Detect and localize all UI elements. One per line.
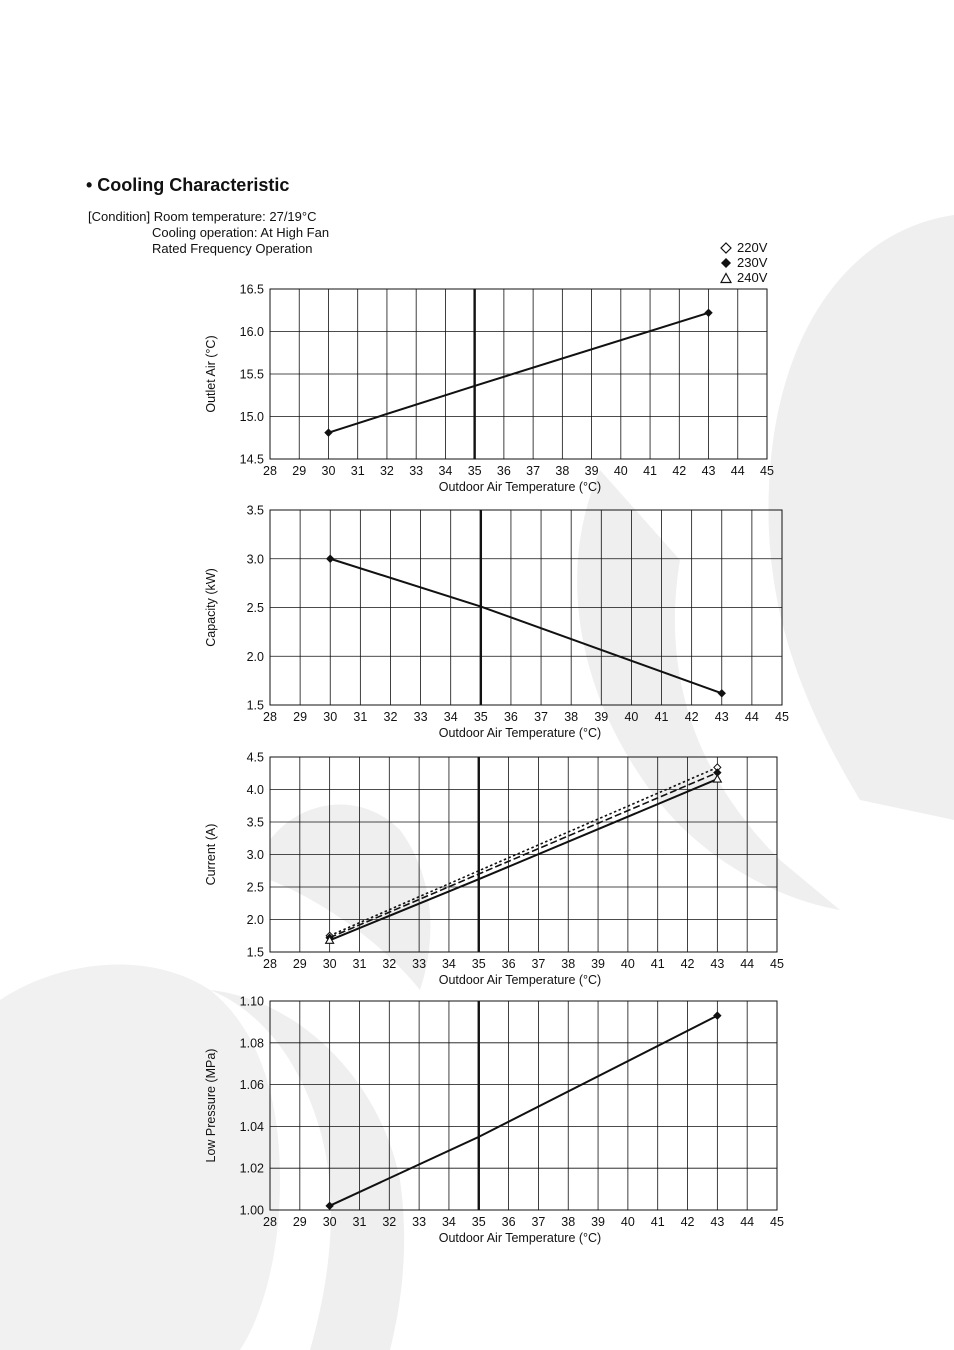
x-tick-label: 31 bbox=[352, 1215, 367, 1229]
x-tick-label: 29 bbox=[292, 957, 307, 971]
x-axis-label: Outdoor Air Temperature (°C) bbox=[438, 973, 602, 987]
x-tick-label: 38 bbox=[564, 710, 579, 724]
y-axis-label: Capacity (kW) bbox=[204, 568, 218, 647]
x-tick-label: 28 bbox=[263, 1215, 277, 1229]
x-tick-label: 36 bbox=[501, 1215, 516, 1229]
x-tick-label: 35 bbox=[473, 710, 488, 724]
y-axis-label: Low Pressure (MPa) bbox=[204, 1048, 218, 1163]
x-tick-label: 33 bbox=[412, 957, 427, 971]
legend-label: 240V bbox=[737, 270, 768, 285]
x-tick-label: 43 bbox=[710, 1215, 725, 1229]
x-tick-label: 39 bbox=[594, 710, 609, 724]
x-axis-label: Outdoor Air Temperature (°C) bbox=[438, 726, 602, 740]
y-tick-label: 1.04 bbox=[239, 1119, 264, 1134]
x-tick-label: 42 bbox=[684, 710, 699, 724]
y-tick-label: 3.5 bbox=[246, 503, 264, 518]
series-line bbox=[330, 559, 722, 694]
x-tick-label: 43 bbox=[710, 957, 725, 971]
x-tick-label: 30 bbox=[322, 957, 337, 971]
y-tick-label: 2.5 bbox=[246, 601, 264, 615]
y-tick-label: 14.5 bbox=[239, 452, 264, 467]
x-tick-label: 31 bbox=[353, 710, 368, 724]
x-tick-label: 32 bbox=[383, 710, 398, 724]
x-tick-label: 28 bbox=[263, 464, 277, 478]
x-tick-label: 37 bbox=[526, 464, 541, 478]
x-tick-label: 40 bbox=[624, 710, 639, 724]
y-tick-label: 1.10 bbox=[239, 994, 264, 1009]
y-tick-label: 1.5 bbox=[246, 945, 264, 960]
x-tick-label: 39 bbox=[591, 957, 606, 971]
x-tick-label: 34 bbox=[441, 1215, 456, 1229]
x-tick-label: 37 bbox=[534, 710, 549, 724]
x-tick-label: 35 bbox=[471, 1215, 486, 1229]
x-tick-label: 31 bbox=[352, 957, 367, 971]
x-tick-label: 40 bbox=[613, 464, 628, 478]
condition-line-1: [Condition] Room temperature: 27/19°C bbox=[88, 209, 317, 224]
series-line bbox=[330, 767, 718, 935]
x-tick-label: 31 bbox=[350, 464, 365, 478]
x-tick-label: 40 bbox=[620, 1215, 635, 1229]
x-tick-label: 38 bbox=[555, 464, 570, 478]
x-tick-label: 42 bbox=[680, 1215, 695, 1229]
legend-label: 230V bbox=[737, 255, 768, 270]
x-tick-label: 45 bbox=[760, 464, 774, 478]
x-tick-label: 45 bbox=[775, 710, 789, 724]
y-axis-label: Outlet Air (°C) bbox=[204, 335, 218, 413]
x-tick-label: 33 bbox=[409, 464, 424, 478]
chart-2 bbox=[204, 504, 789, 741]
x-tick-label: 37 bbox=[531, 1215, 546, 1229]
data-point-marker bbox=[326, 1202, 333, 1209]
x-tick-label: 32 bbox=[382, 1215, 397, 1229]
x-tick-label: 45 bbox=[770, 957, 784, 971]
x-tick-label: 30 bbox=[323, 710, 338, 724]
y-tick-label: 1.06 bbox=[239, 1078, 264, 1093]
chart-3 bbox=[204, 751, 784, 988]
y-tick-label: 2.0 bbox=[246, 913, 264, 927]
x-tick-label: 41 bbox=[654, 710, 669, 724]
x-tick-label: 36 bbox=[496, 464, 511, 478]
section-title: • Cooling Characteristic bbox=[86, 175, 290, 195]
series-line bbox=[330, 779, 718, 940]
x-tick-label: 43 bbox=[714, 710, 729, 724]
y-tick-label: 15.0 bbox=[239, 410, 264, 424]
y-tick-label: 2.0 bbox=[246, 649, 264, 664]
x-tick-label: 38 bbox=[561, 1215, 576, 1229]
data-point-marker bbox=[713, 775, 721, 782]
x-tick-label: 43 bbox=[701, 464, 716, 478]
condition-line-2: Cooling operation: At High Fan bbox=[152, 225, 330, 240]
x-tick-label: 44 bbox=[730, 464, 745, 478]
x-tick-label: 42 bbox=[680, 957, 695, 971]
x-tick-label: 35 bbox=[471, 957, 486, 971]
series-line bbox=[330, 773, 718, 938]
x-tick-label: 44 bbox=[740, 957, 755, 971]
y-tick-label: 1.00 bbox=[239, 1203, 264, 1218]
x-tick-label: 42 bbox=[672, 464, 687, 478]
x-tick-label: 28 bbox=[263, 710, 277, 724]
x-tick-label: 34 bbox=[441, 957, 456, 971]
x-tick-label: 36 bbox=[503, 710, 518, 724]
x-tick-label: 41 bbox=[650, 1215, 665, 1229]
x-tick-label: 39 bbox=[591, 1215, 606, 1229]
y-tick-label: 1.08 bbox=[239, 1036, 264, 1051]
y-tick-label: 3.0 bbox=[246, 848, 264, 862]
data-point-marker bbox=[327, 555, 334, 562]
x-tick-label: 45 bbox=[770, 1215, 784, 1229]
x-tick-label: 44 bbox=[740, 1215, 755, 1229]
x-tick-label: 29 bbox=[292, 1215, 307, 1229]
y-tick-label: 4.5 bbox=[246, 750, 264, 765]
y-tick-label: 1.5 bbox=[246, 698, 264, 713]
x-tick-label: 39 bbox=[584, 464, 599, 478]
x-tick-label: 35 bbox=[467, 464, 482, 478]
x-tick-label: 29 bbox=[293, 710, 308, 724]
chart-1 bbox=[204, 283, 774, 495]
y-tick-label: 15.5 bbox=[239, 367, 264, 382]
x-tick-label: 41 bbox=[650, 957, 665, 971]
x-tick-label: 36 bbox=[501, 957, 516, 971]
y-tick-label: 2.5 bbox=[246, 880, 264, 895]
y-tick-label: 3.0 bbox=[246, 552, 264, 567]
plot-frame bbox=[270, 1001, 777, 1210]
x-tick-label: 34 bbox=[443, 710, 458, 724]
data-point-marker bbox=[718, 690, 725, 697]
x-tick-label: 30 bbox=[322, 1215, 337, 1229]
x-tick-label: 34 bbox=[438, 464, 453, 478]
x-tick-label: 29 bbox=[292, 464, 307, 478]
data-point-marker bbox=[705, 309, 712, 316]
series-line bbox=[330, 1016, 718, 1206]
x-tick-label: 38 bbox=[561, 957, 576, 971]
y-tick-label: 16.5 bbox=[239, 282, 264, 297]
x-tick-label: 44 bbox=[744, 710, 759, 724]
x-tick-label: 41 bbox=[643, 464, 658, 478]
x-axis-label: Outdoor Air Temperature (°C) bbox=[438, 480, 602, 494]
x-tick-label: 28 bbox=[263, 957, 277, 971]
data-point-marker bbox=[714, 1012, 721, 1019]
x-tick-label: 37 bbox=[531, 957, 546, 971]
x-tick-label: 33 bbox=[412, 1215, 427, 1229]
y-tick-label: 16.0 bbox=[239, 325, 264, 339]
x-tick-label: 40 bbox=[620, 957, 635, 971]
series-line bbox=[328, 313, 708, 433]
y-tick-label: 3.5 bbox=[246, 815, 264, 830]
x-tick-label: 32 bbox=[379, 464, 394, 478]
x-tick-label: 30 bbox=[321, 464, 336, 478]
condition-line-3: Rated Frequency Operation bbox=[152, 241, 313, 256]
legend-label: 220V bbox=[737, 240, 768, 255]
y-tick-label: 4.0 bbox=[246, 783, 264, 797]
x-tick-label: 32 bbox=[382, 957, 397, 971]
chart-4 bbox=[204, 995, 784, 1246]
x-axis-label: Outdoor Air Temperature (°C) bbox=[438, 1231, 602, 1245]
y-axis-label: Current (A) bbox=[204, 823, 218, 886]
data-point-marker bbox=[325, 429, 332, 436]
x-tick-label: 33 bbox=[413, 710, 428, 724]
y-tick-label: 1.02 bbox=[239, 1161, 264, 1176]
